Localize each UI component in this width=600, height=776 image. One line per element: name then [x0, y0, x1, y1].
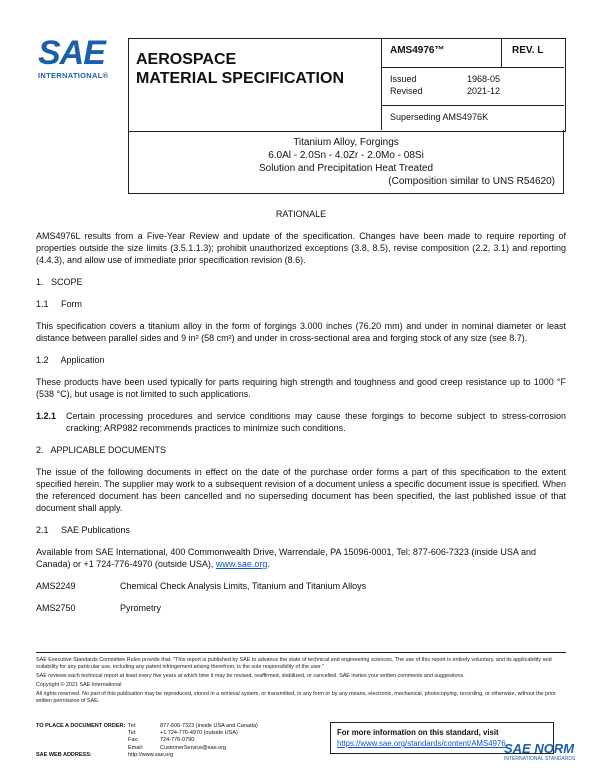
spec-title-line2: MATERIAL SPECIFICATION	[136, 70, 344, 87]
section-2-1-text: Available from SAE International, 400 Commonwealth Drive, Warrendale, PA 15096-0001, Tel: 877-606-7323 (inside USA and Canada) or +1 724-776-4970 (outside USA), www.sae.org.	[36, 547, 536, 569]
email: CustomerService@sae.org	[160, 744, 227, 751]
issued-value: 1968-05	[466, 74, 500, 84]
superseding: Superseding AMS4976K	[390, 112, 489, 122]
rationale-text: AMS4976L results from a Five-Year Review and update of the specification. Changes have been made to require reporting of properties outside the size limits (3.5.1.1.3); prohibit unauthorized exceptions (3.8, 8.5), revise composition (2.2, 3.1) and reporting (4.4.3), and allow use of immediate prior specification revision (8.6).	[36, 231, 566, 265]
watermark-title: SAE NORM	[504, 741, 575, 756]
info-text: For more information on this standard, visit	[337, 728, 499, 737]
section-1-1-text: This specification covers a titanium alloy in the form of forgings 3.000 inches (76.20 mm) and under in nominal diameter or least distance between parallel sides and 9 in² (58 cm²) and under in cross-sectional area and forging stock of any size (see 8.7).	[36, 321, 566, 343]
watermark-sub: INTERNATIONAL STANDARDS	[504, 756, 576, 762]
footer-notes	[36, 652, 566, 705]
tel-outside: +1 724-776-4970 (outside USA)	[160, 730, 238, 737]
revision: REV. L	[502, 38, 564, 68]
reference-code: AMS2249	[36, 581, 76, 591]
doc-number: AMS4976™	[382, 38, 502, 68]
revised-value: 2021-12	[466, 86, 500, 96]
section-1-2-1	[36, 410, 566, 434]
web-label: SAE WEB ADDRESS:	[36, 751, 92, 758]
subject-line1: Titanium Alloy, Forgings	[293, 137, 399, 148]
section-2-heading: 2. APPLICABLE DOCUMENTS	[36, 445, 167, 455]
issue-dates	[382, 68, 564, 106]
spec-title-line1: AEROSPACE	[136, 51, 237, 68]
section-1-2-1-text: Certain processing procedures and service conditions may cause these forgings to become subject to stress-corrosion cracking; ARP982 recommends practices to minimize such conditions.	[66, 411, 566, 433]
rationale-heading: RATIONALE	[275, 209, 327, 219]
reference-title: Pyrometry	[120, 603, 162, 613]
footer-review: SAE reviews each technical report at least every five years at which time it may be revised, reaffirmed, stabilized, or cancelled. SAE invites your written comments and suggestions.	[36, 673, 465, 679]
sae-website-link[interactable]: www.sae.org	[215, 559, 268, 569]
footer-copyright: Copyright © 2021 SAE International	[36, 682, 122, 688]
section-2-text: The issue of the following documents in effect on the date of the purchase order forms a part of this specification to the extent specified herein. The supplier may work to a subsequent revision of a document unless a specific document issue is specified. When the referenced document has been cancelled and no superseding document has been specified, the last published issue of that document shall apply.	[36, 467, 566, 513]
section-1-2-text: These products have been used typically for parts requiring high strength and toughness and good creep resistance up to 1000 °F (538 °C), but usage is not limited to such applications.	[36, 377, 566, 399]
reference-title: Chemical Check Analysis Limits, Titanium and Titanium Alloys	[120, 581, 367, 591]
spec-title	[128, 38, 382, 130]
revised-label: Revised	[390, 86, 423, 96]
section-1-1-heading: 1.1 Form	[36, 299, 83, 309]
section-1-2-heading: 1.2 Application	[36, 355, 105, 365]
section-1-heading: 1. SCOPE	[36, 277, 83, 287]
section-2-1-body: Available from SAE International, 400 Commonwealth Drive, Warrendale, PA 15096-0001, Tel: 877-606-7323 (inside USA and Canada) or +1 724-776-4970 (outside USA),	[36, 547, 536, 569]
fax: 724-776-0790	[160, 737, 195, 744]
order-contact: TO PLACE A DOCUMENT ORDER: Tel: 877-606-7323 (inside USA and Canada) Tel: +1 724-776-4970 (outside USA) Fax: 724-776-0790 Email: CustomerService@sae.org SAE WEB ADDRESS: http://www.sae.org	[36, 723, 258, 758]
subject-box	[128, 130, 564, 194]
footer-rules: SAE Executive Standards Committee Rules provide that: "This report is published by SAE to advance the state of technical and engineering sciences. The use of this report is entirely voluntary, and its applicability and suitability for any particular use, including any patent infringement arising therefrom, is the sole responsibility of the user."	[36, 657, 552, 670]
document-body	[36, 208, 566, 614]
order-label: TO PLACE A DOCUMENT ORDER:	[36, 723, 126, 729]
reference-row	[36, 602, 566, 614]
footer-rights: All rights reserved. No part of this publication may be reproduced, stored in a retrieval system, or transmitted, in any form or by any means, electronic, mechanical, photocopying, recording, or otherwise, without the prior written permission of SAE.	[36, 691, 556, 704]
web-address: http://www.sae.org	[128, 751, 174, 758]
sae-logo	[38, 36, 118, 86]
subject-line2: 6.0Al - 2.0Sn - 4.0Zr - 2.0Mo - 08Si	[268, 150, 424, 161]
reference-row	[36, 580, 566, 592]
section-2-1-heading: 2.1 SAE Publications	[36, 525, 131, 535]
issued-label: Issued	[390, 74, 417, 84]
subject-line3: Solution and Precipitation Heat Treated	[259, 163, 433, 174]
subject-line4: (Composition similar to UNS R54620)	[388, 176, 555, 187]
section-1-2-1-num: 1.2.1	[36, 411, 57, 421]
standard-link[interactable]: https://www.sae.org/standards/content/AMS4976	[337, 739, 506, 748]
sae-norm-watermark	[504, 742, 584, 772]
reference-code: AMS2750	[36, 603, 76, 613]
sae-logo-mark: SAE	[38, 34, 105, 72]
tel-inside: 877-606-7323 (inside USA and Canada)	[160, 723, 258, 729]
sae-logo-sub: INTERNATIONAL®	[38, 71, 109, 80]
